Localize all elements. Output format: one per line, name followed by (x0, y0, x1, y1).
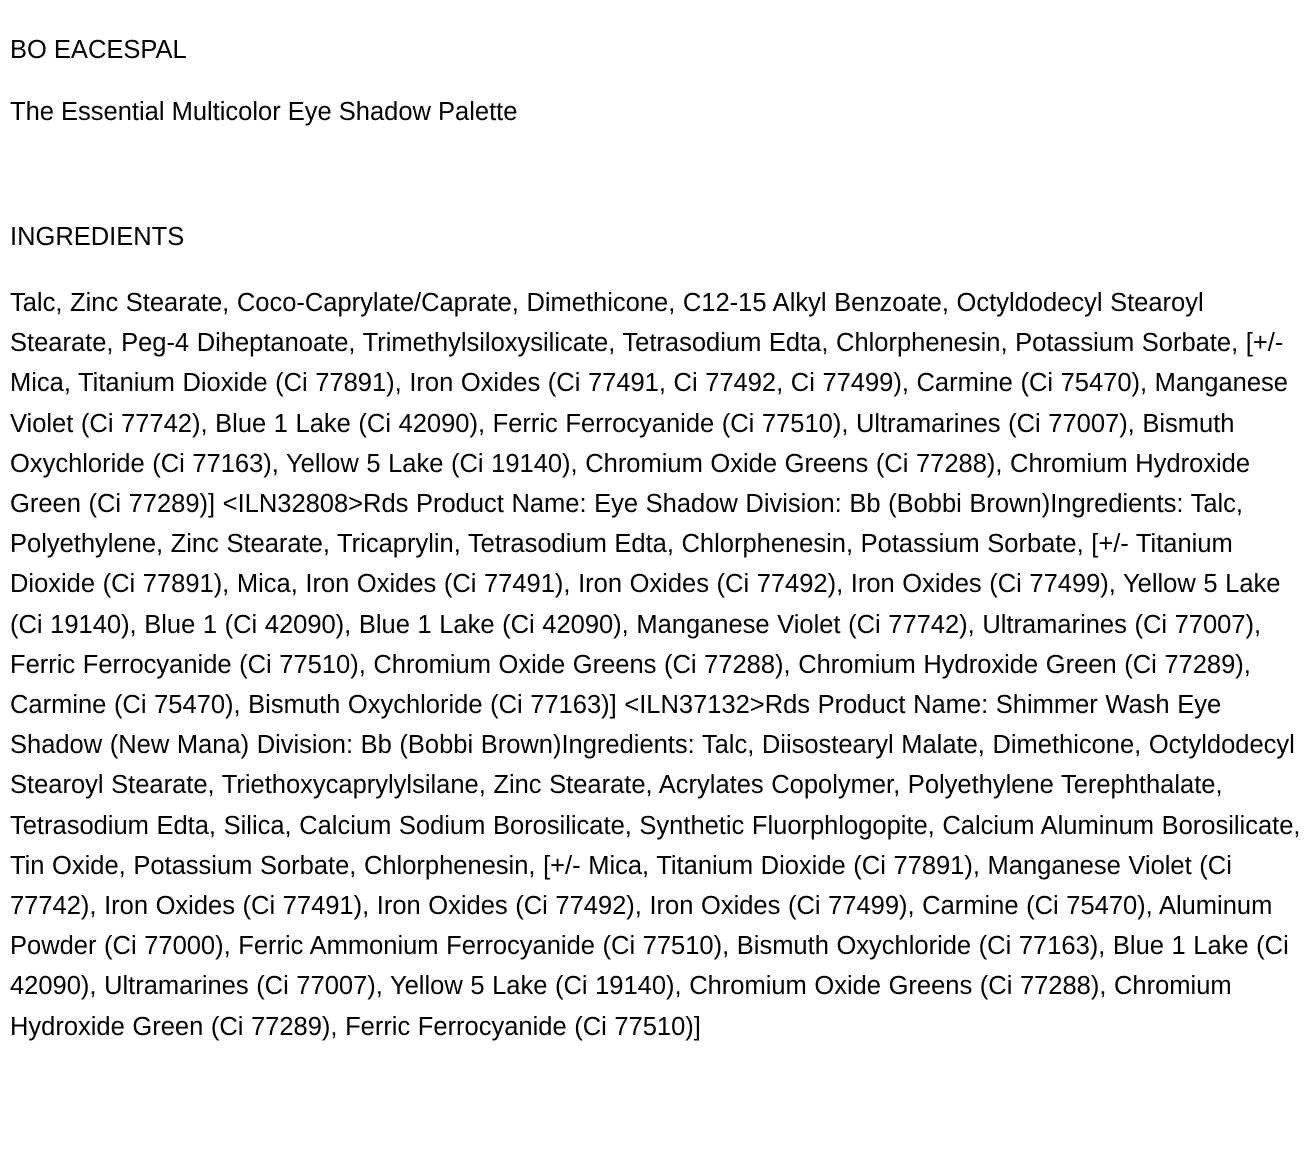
brand-code: BO EACESPAL (10, 36, 187, 64)
product-title: The Essential Multicolor Eye Shadow Palette (10, 98, 518, 126)
ingredients-list: Talc, Zinc Stearate, Coco-Caprylate/Caprate, Dimethicone, C12-15 Alkyl Benzoate, Octyldodecyl Stearoyl Stearate, Peg-4 Diheptanoate, Trimethylsiloxysilicate, Tetrasodium Edta, Chlorphenesin, Potassium Sorbate, [+/- Mica, Titanium Dioxide (Ci 77891), Iron Oxides (Ci 77491, Ci 77492, Ci 77499), Carmine (Ci 75470), Manganese Violet (Ci 77742), Blue 1 Lake (Ci 42090), Ferric Ferrocyanide (Ci 77510), Ultramarines (Ci 77007), Bismuth Oxychloride (Ci 77163), Yellow 5 Lake (Ci 19140), Chromium Oxide Greens (Ci 77288), Chromium Hydroxide Green (Ci 77289)] <ILN32808>Rds Product Name: Eye Shadow Division: Bb (Bobbi Brown)Ingredients: Talc, Polyethylene, Zinc Stearate, Tricaprylin, Tetrasodium Edta, Chlorphenesin, Potassium Sorbate, [+/- Titanium Dioxide (Ci 77891), Mica, Iron Oxides (Ci 77491), Iron Oxides (Ci 77492), Iron Oxides (Ci 77499), Yellow 5 Lake (Ci 19140), Blue 1 (Ci 42090), Blue 1 Lake (Ci 42090), Manganese Violet (Ci 77742), Ultramarines (Ci 77007), Ferric Ferrocyanide (Ci 77510), Chromium Oxide Greens (Ci 77288), Chromium Hydroxide Green (Ci 77289), Carmine (Ci 75470), Bismuth Oxychloride (Ci 77163)] <ILN37132>Rds Product Name: Shimmer Wash Eye Shadow (New Mana) Division: Bb (Bobbi Brown)Ingredients: Talc, Diisostearyl Malate, Dimethicone, Octyldodecyl Stearoyl Stearate, Triethoxycaprylylsilane, Zinc Stearate, Acrylates Copolymer, Polyethylene Terephthalate, Tetrasodium Edta, Silica, Calcium Sodium Borosilicate, Synthetic Fluorphlogopite, Calcium Aluminum Borosilicate, Tin Oxide, Potassium Sorbate, Chlorphenesin, [+/- Mica, Titanium Dioxide (Ci 77891), Manganese Violet (Ci 77742), Iron Oxides (Ci 77491), Iron Oxides (Ci 77492), Iron Oxides (Ci 77499), Carmine (Ci 75470), Aluminum Powder (Ci 77000), Ferric Ammonium Ferrocyanide (Ci 77510), Bismuth Oxychloride (Ci 77163), Blue 1 Lake (Ci 42090), Ultramarines (Ci 77007), Yellow 5 Lake (Ci 19140), Chromium Oxide Greens (Ci 77288), Chromium Hydroxide Green (Ci 77289), Ferric Ferrocyanide (Ci 77510)] (10, 289, 1301, 1041)
ingredients-heading: INGREDIENTS (10, 223, 185, 251)
